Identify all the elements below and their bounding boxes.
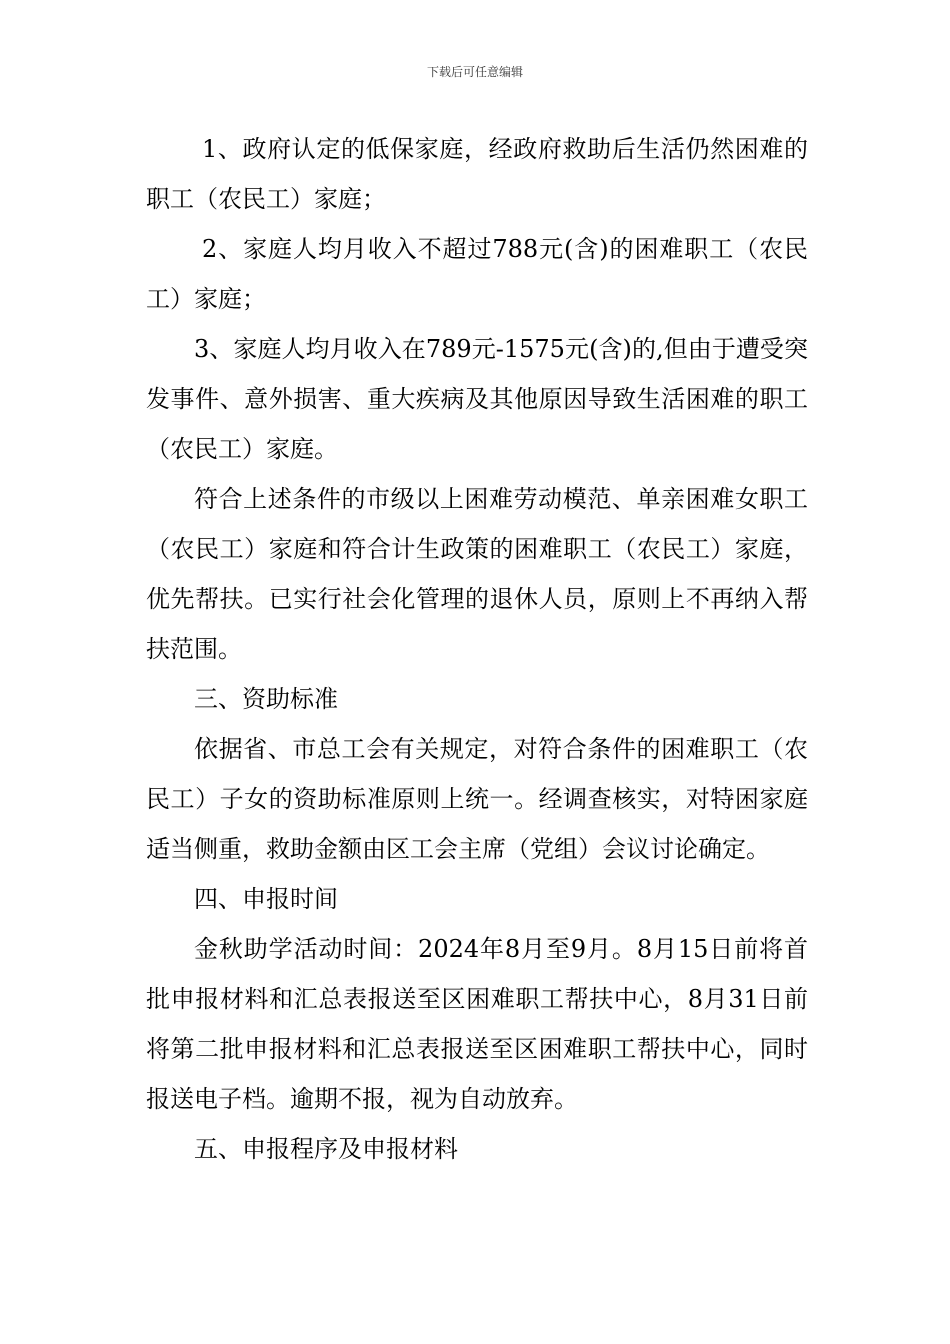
criteria-item-2: 2、家庭人均月收入不超过788元(含)的困难职工（农民工）家庭； [146,235,808,313]
section-heading-application-time: 四、申报时间 [194,885,338,913]
criteria-item-1: 1、政府认定的低保家庭，经政府救助后生活仍然困难的职工（农民工）家庭； [146,135,808,213]
section-heading-funding-standard: 三、资助标准 [194,685,338,713]
application-time-paragraph: 金秋助学活动时间：2024年8月至9月。8月15日前将首批申报材料和汇总表报送至区困难职工帮扶中心，8月31日前将第二批申报材料和汇总表报送至区困难职工帮扶中心，同时报送电子档。逾期不报，视为自动放弃。 [146,935,808,1113]
section-heading-procedure: 五、申报程序及申报材料 [194,1135,458,1163]
criteria-item-3: 3、家庭人均月收入在789元-1575元(含)的,但由于遭受突发事件、意外损害、重大疾病及其他原因导致生活困难的职工（农民工）家庭。 [146,335,808,463]
funding-standard-paragraph: 依据省、市总工会有关规定，对符合条件的困难职工（农民工）子女的资助标准原则上统一。经调查核实，对特困家庭适当侧重，救助金额由区工会主席（党组）会议讨论确定。 [146,735,808,863]
document-body [146,124,808,1174]
header-note: 下载后可任意编辑 [426,65,523,79]
priority-paragraph: 符合上述条件的市级以上困难劳动模范、单亲困难女职工（农民工）家庭和符合计生政策的困难职工（农民工）家庭，优先帮扶。已实行社会化管理的退休人员，原则上不再纳入帮扶范围。 [146,485,808,663]
